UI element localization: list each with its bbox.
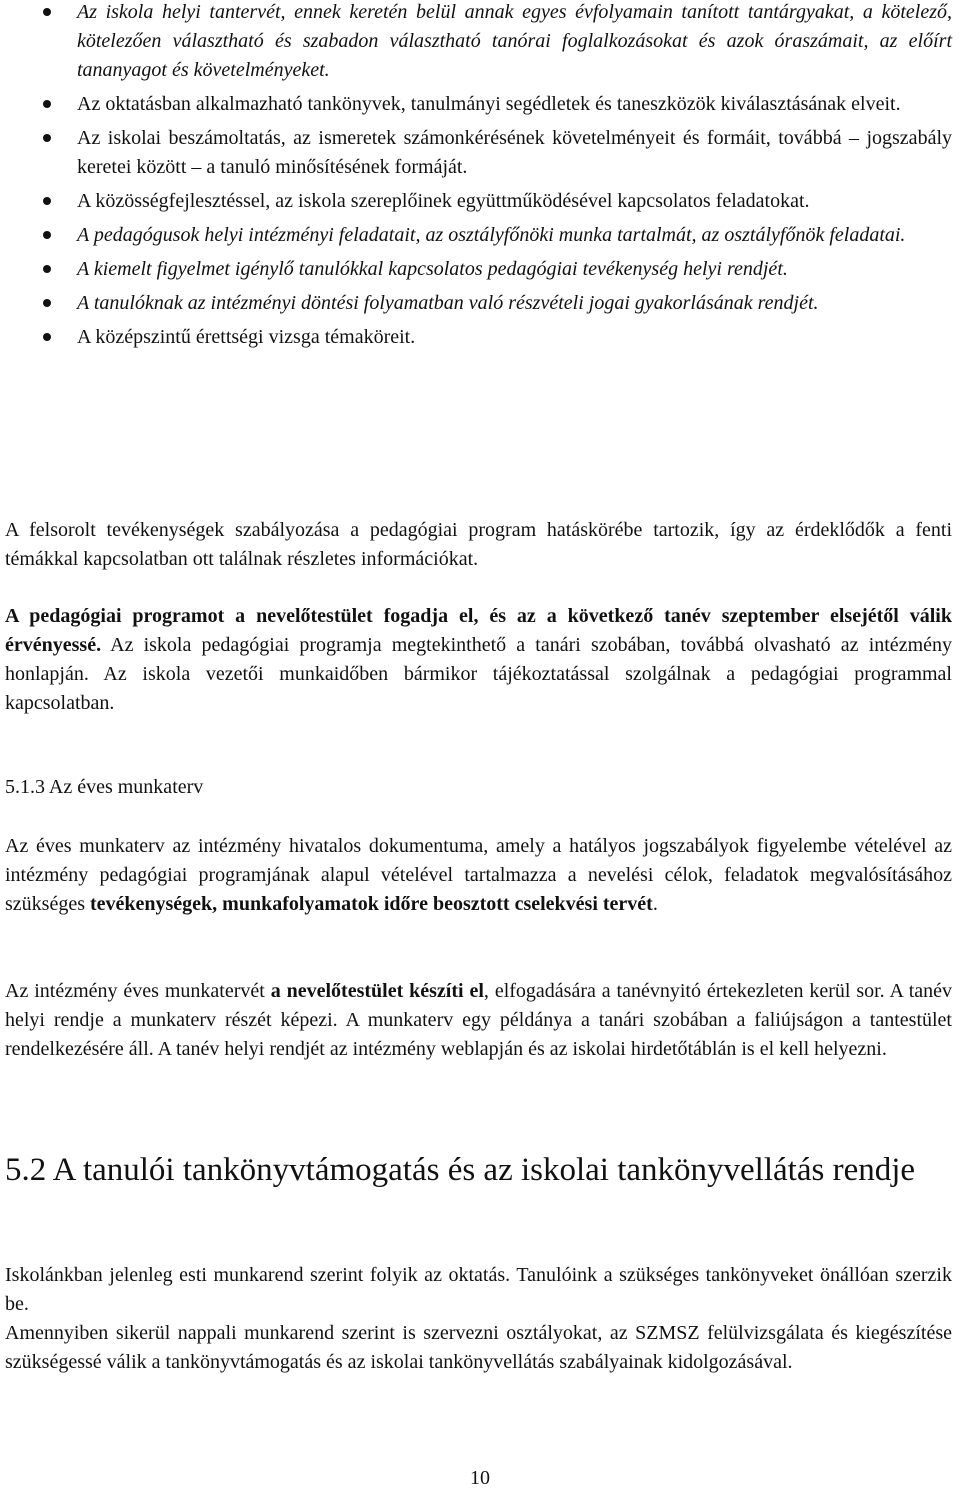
section-subheading: 5.1.3 Az éves munkaterv (5, 776, 204, 798)
paragraph-text: Az iskola pedagógiai programja megtekinthető a tanári szobában, továbbá olvasható az intézmény honlapján. Az iskola vezetői munkaidőben bármikor tájékoztatással szolgálnak a pedagógiai programmal kapcsolatban. (5, 634, 952, 714)
paragraph-work-plan-definition (5, 832, 952, 919)
list-item: A kiemelt figyelmet igénylő tanulókkal kapcsolatos pedagógiai tevékenység helyi rendjét. (5, 255, 952, 284)
list-item: Az iskolai beszámoltatás, az ismeretek számonkérésének követelményeit és formáit, továbbá – jogszabály keretei között – a tanuló minősítésének formáját. (5, 124, 952, 182)
paragraph-program-scope: A felsorolt tevékenységek szabályozása a pedagógiai program hatáskörébe tartozik, így az érdeklődők a fenti témákkal kapcsolatban ott találnak részletes információkat. (5, 519, 952, 570)
list-item: Az oktatásban alkalmazható tankönyvek, tanulmányi segédletek és taneszközök kiválasztásának elveit. (5, 90, 952, 119)
paragraph-program-adoption (5, 602, 952, 718)
section-heading: 5.2 A tanulói tankönyvtámogatás és az iskolai tankönyvellátás rendje (5, 1152, 916, 1188)
list-item: A közösségfejlesztéssel, az iskola szereplőinek együttműködésével kapcsolatos feladatokat. (5, 187, 952, 216)
paragraph-day-classes: Amennyiben sikerül nappali munkarend szerint is szervezni osztályokat, az SZMSZ felülvizsgálata és kiegészítése szükségessé válik a tankönyvtámogatás és az iskolai tankönyvellátás szabályainak kidolgozásával. (5, 1322, 952, 1373)
bold-text: tevékenységek, munkafolyamatok időre beosztott cselekvési tervét (89, 893, 653, 915)
bold-text: a nevelőtestület készíti el (270, 980, 484, 1002)
list-item: A tanulóknak az intézményi döntési folyamatban való részvételi jogai gyakorlásának rendjét. (5, 289, 952, 318)
paragraph-text: . (652, 893, 658, 915)
page-number: 10 (470, 1467, 490, 1489)
bold-text: A pedagógiai programot a nevelőtestület fogadja el, és az a következő tanév szeptember elsejétől válik érvényessé. (5, 605, 952, 656)
paragraph-textbook-supply: Iskolánkban jelenleg esti munkarend szerint folyik az oktatás. Tanulóink a szükséges tankönyveket önállóan szerzik be. (5, 1264, 952, 1315)
paragraph-work-plan-adoption (5, 977, 952, 1064)
bullet-list (5, 0, 952, 357)
paragraph-text: Az intézmény éves munkatervét (5, 980, 271, 1002)
list-item: A középszintű érettségi vizsga témaköreit. (5, 323, 952, 352)
paragraph-text: Az éves munkaterv az intézmény hivatalos dokumentuma, amely a hatályos jogszabályok figyelembe vételével az intézmény pedagógiai programjának alapul vételével tartalmazza a nevelési célok, feladatok megvalósításához szükséges (5, 835, 952, 915)
list-item: Az iskola helyi tantervét, ennek keretén belül annak egyes évfolyamain tanított tantárgyakat, a kötelező, kötelezően választható és szabadon választható tanórai foglalkozásokat és azok óraszámait, az előírt tananyagot és követelményeket. (5, 0, 952, 85)
list-item: A pedagógusok helyi intézményi feladatait, az osztályfőnöki munka tartalmát, az osztályfőnök feladatai. (5, 221, 952, 250)
paragraph-text: , elfogadására a tanévnyitó értekezleten kerül sor. A tanév helyi rendje a munkaterv részét képezi. A munkaterv egy példánya a tanári szobában a faliújságon a tantestület rendelkezésére áll. A tanév helyi rendjét az intézmény weblapján és az iskolai hirdetőtáblán is el kell helyezni. (5, 980, 953, 1060)
